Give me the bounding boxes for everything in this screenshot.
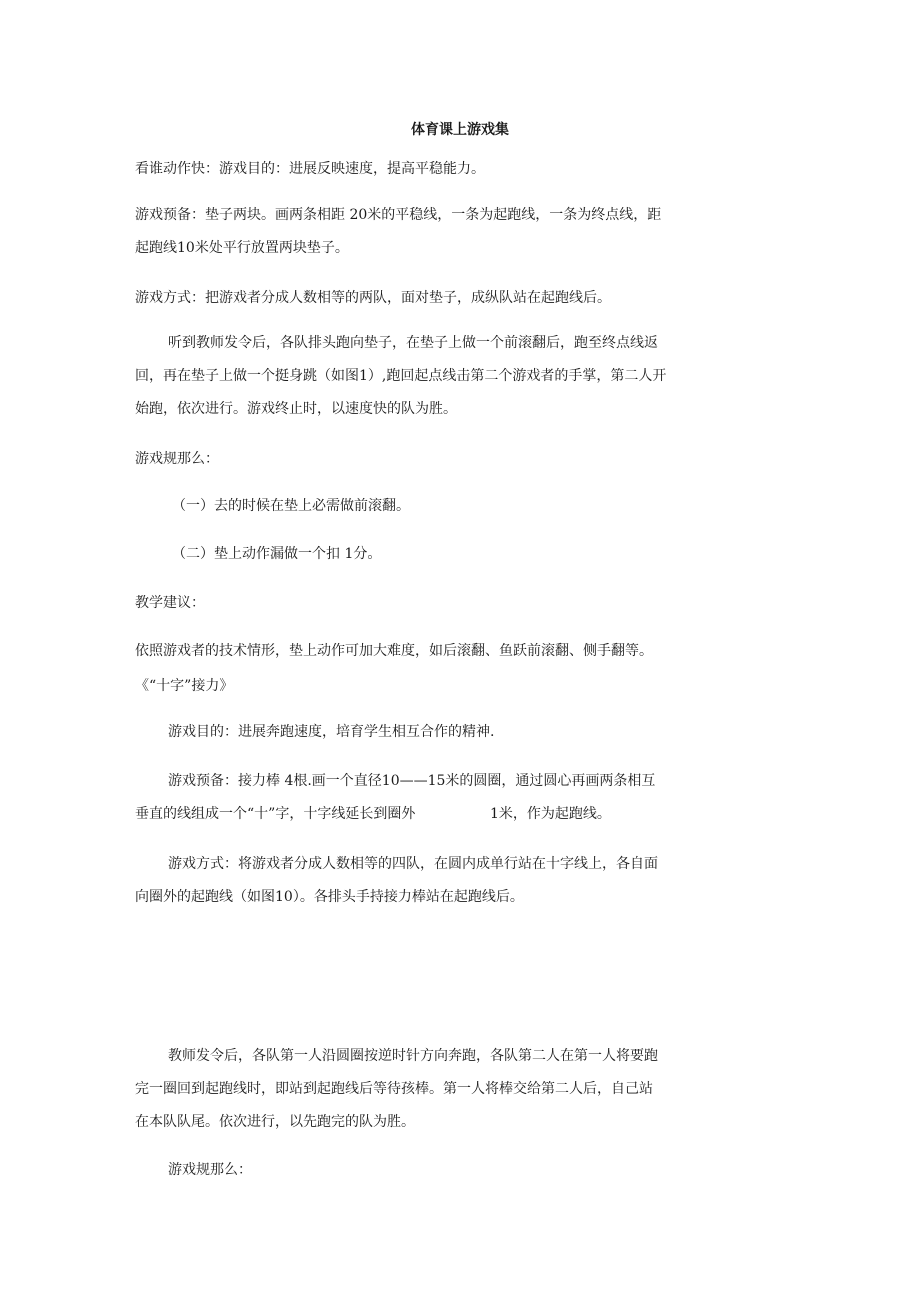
- game1-advice: 依照游戏者的技术情形，垫上动作可加大难度，如后滚翻、鱼跃前滚翻、侧手翻等。: [135, 643, 653, 659]
- game1-advice-heading: 教学建议：: [135, 595, 205, 611]
- game1-method-detail-line-1: 听到教师发令后，各队排头跑向垫子，在垫子上做一个前滚翻后，跑至终点线返: [168, 335, 658, 351]
- game1-rules-heading: 游戏规那么：: [135, 451, 219, 467]
- game1-intro: 看谁动作快：游戏目的：进展反映速度，提高平稳能力。: [135, 161, 485, 177]
- game2-procedure-line-3: 在本队队尾。依次进行，以先跑完的队为胜。: [135, 1114, 415, 1130]
- game2-procedure-line-2: 完一圈回到起跑线时，即站到起跑线后等待孩棒。第一人将棒交给第二人后，自己站: [135, 1081, 653, 1097]
- game1-method-detail-line-3: 始跑，依次进行。游戏终止时，以速度快的队为胜。: [135, 401, 457, 417]
- game1-prep-line-2: 起跑线10米处平行放置两块垫子。: [135, 240, 349, 256]
- game1-method: 游戏方式：把游戏者分成人数相等的两队，面对垫子，成纵队站在起跑线后。: [135, 290, 611, 306]
- game2-prep-line-1: 游戏预备：接力棒 4根.画一个直径10——15米的圆圈，通过圆心再画两条相互: [168, 773, 656, 789]
- game1-method-detail-line-2: 回，再在垫子上做一个挺身跳（如图1）,跑回起点线击第二个游戏者的手掌，第二人开: [135, 368, 667, 384]
- game2-purpose: 游戏目的：进展奔跑速度，培育学生相互合作的精神.: [168, 724, 495, 740]
- game2-prep-line-2b: 1米，作为起跑线。: [490, 806, 611, 822]
- game1-rule-1: （一）去的时候在垫上必需做前滚翻。: [172, 498, 410, 514]
- game2-name: 《“十字”接力》: [135, 678, 234, 694]
- game2-rules-heading: 游戏规那么：: [168, 1162, 252, 1178]
- game1-prep-line-1: 游戏预备：垫子两块。画两条相距 20米的平稳线，一条为起跑线，一条为终点线，距: [135, 207, 662, 223]
- game2-procedure-line-1: 教师发令后，各队第一人沿圆圈按逆时针方向奔跑，各队第二人在第一人将要跑: [168, 1048, 658, 1064]
- game2-method-line-2: 向圈外的起跑线（如图10）。各排头手持接力棒站在起跑线后。: [135, 889, 524, 905]
- page-title: 体育课上游戏集: [411, 122, 509, 138]
- game2-method-line-1: 游戏方式：将游戏者分成人数相等的四队，在圆内成单行站在十字线上，各自面: [168, 856, 658, 872]
- game2-prep-line-2a: 垂直的线组成一个“十”字，十字线延长到圈外: [135, 806, 416, 822]
- game1-rule-2: （二）垫上动作漏做一个扣 1分。: [172, 546, 382, 562]
